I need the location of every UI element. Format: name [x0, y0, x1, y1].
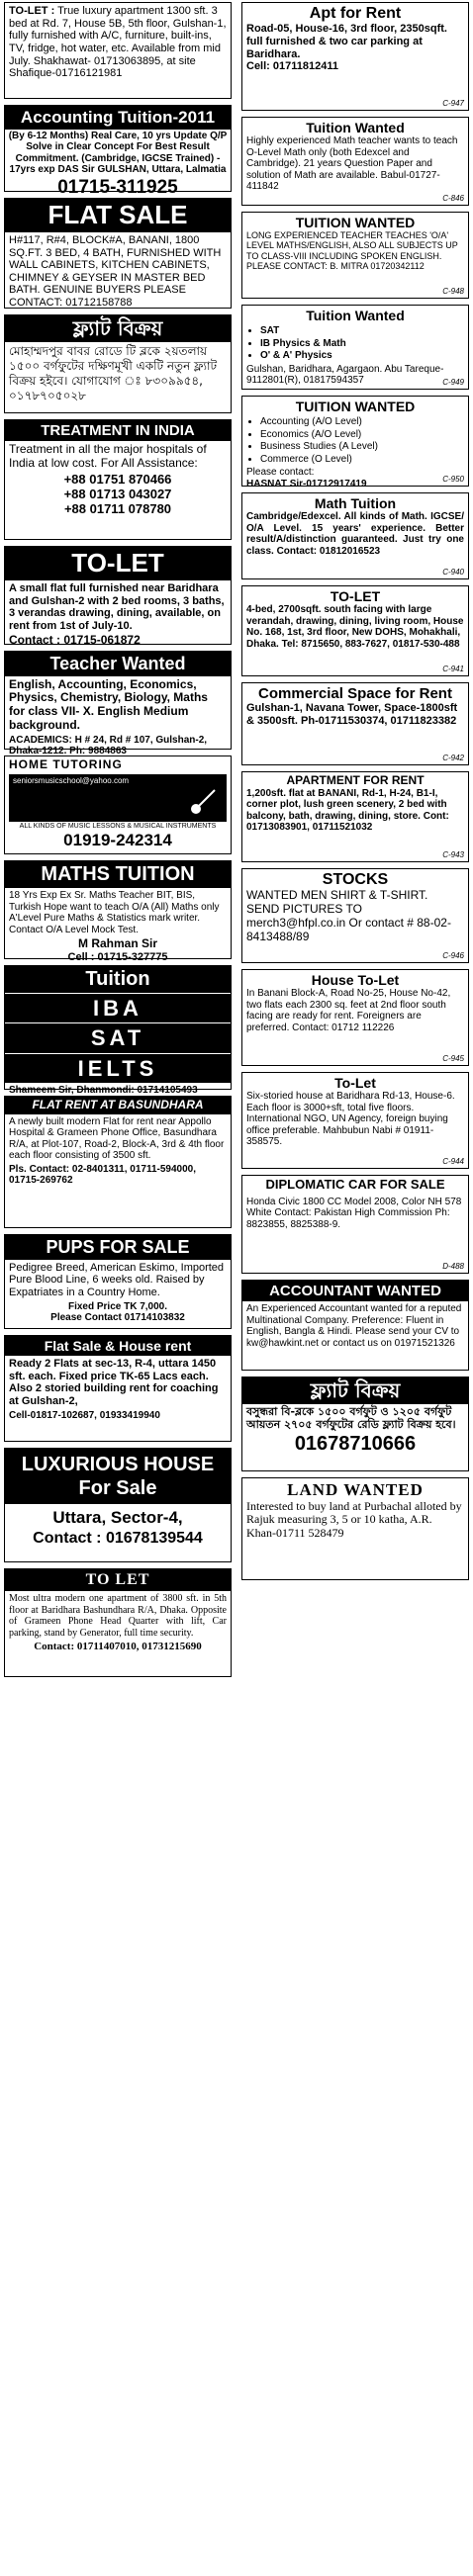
list-item: • Business Studies (A Level)	[260, 441, 464, 453]
ad-contact: HASNAT Sir-01712917419	[246, 478, 367, 489]
ad-text: LONG EXPERIENCED TEACHER TEACHES 'O/A' LEVEL MATHS/ENGLISH, ALSO ALL SUBJECTS UP TO CLASS-VIII INCLUDING SPOKEN ENGLISH. PLEASE CONTACT: B. MITRA 01720342112	[246, 230, 458, 272]
ad-title: Tuition	[5, 966, 231, 993]
ad-code: C-950	[442, 474, 464, 484]
ad-text: English, Accounting, Economics, Physics, Chemistry, Biology, Maths for class VII- X. English Medium background.	[9, 676, 208, 733]
ad-tuition-wanted-mitra	[241, 212, 469, 299]
ad-contact: Contact: 01711407010, 01731215690	[34, 1641, 202, 1653]
ad-title: TREATMENT IN INDIA	[5, 420, 231, 441]
ad-title: TO-LET	[5, 547, 231, 580]
ad-home-tutoring	[4, 755, 232, 854]
ad-title: FLAT SALE	[5, 199, 231, 232]
ad-to-let-baridhara-rd13	[241, 1072, 469, 1169]
list-item: • Economics (A/O Level)	[260, 429, 464, 441]
ad-apt-for-rent	[241, 2, 469, 111]
ad-flat-sale-bangla	[4, 314, 232, 413]
ad-contact: Cell-01817-102687, 01933419940	[9, 1409, 160, 1421]
ad-contact: Contact : 01715-061872	[9, 633, 141, 648]
ad-title: MATHS TUITION	[5, 861, 231, 888]
ad-text: H#117, R#4, BLOCK#A, BANANI, 1800 SQ.FT. 3 BED, 4 BATH, FURNISHED WITH WALL CABINETS, KITCHEN CABINETS, CHIMNEY & GEYSER IN MASTER BED BATH. GENUINE BUYERS PLEASE CONTACT: 01712158788	[9, 233, 222, 310]
ad-to-let-dohs	[241, 585, 469, 676]
ad-tolet-baridhara	[4, 546, 232, 648]
ad-text: Honda Civic 1800 CC Model 2008, Color NH 578 White Contact: Pakistan High Commission Ph: 8823855, 8825388-9.	[246, 1196, 462, 1230]
ad-text: (By 6-12 Months) Real Care, 10 yrs Update Q/P Solve in Clear Concept For Best Result Commitment. (Cambridge, IGCSE Trained) - 17yrs exp DAS Sir GULSHAN, Uttara, Lalmatia	[8, 130, 228, 176]
ad-subject: IBA	[5, 993, 231, 1022]
list-item: • SAT	[260, 325, 464, 337]
ad-text: Gulshan, Baridhara, Agargaon. Abu Tareque-9112801(R), 01817594357	[246, 363, 444, 387]
ad-text: Treatment in all the major hospitals of India at low cost. For All Assistance:	[9, 442, 207, 471]
ad-code: C-947	[442, 98, 464, 108]
ad-text: Cambridge/Edexcel. All kinds of Math. IGCSE/ O/A Level. 15 years' experience. Better result/A/distinction guaranteed. Just try one class. Contact: 01812016523	[246, 511, 464, 557]
ad-code: C-946	[442, 950, 464, 960]
ad-contact: M Rahman Sir	[77, 936, 157, 950]
ad-accounting-tuition	[4, 105, 232, 198]
ad-text: 18 Yrs Exp Ex Sr. Maths Teacher BIT, BIS, Turkish Hope want to teach O/A (All) Maths only A'Level Pure Maths & Statistics mark writer. Contact O/A Level Mock Test.	[9, 890, 220, 935]
ad-phone: Cell : 01715-327775	[67, 950, 168, 963]
ad-code: C-941	[442, 664, 464, 673]
ad-email: seniorsmusicschool@yahoo.com	[13, 775, 130, 785]
ad-phone: +88 01713 043027	[63, 486, 172, 501]
ad-title: House To-Let	[311, 972, 400, 988]
ad-contact: ACADEMICS: H # 24, Rd # 107, Gulshan-2, Dhaka-1212. Ph: 9884863	[9, 734, 208, 757]
ad-apartment-for-rent	[241, 771, 469, 862]
ad-contact: Cell: 01711812411	[246, 60, 338, 73]
ad-text: A newly built modern Flat for rent near Appollo Hospital & Grameen Phone Office, Basundhara R/A, at Plot-107, Road-2, Block-A, 3rd & 4th floor each floor consisting of 3500 sft.	[9, 1115, 225, 1162]
ad-tuition-iba	[4, 965, 232, 1096]
ad-text: Pedigree Breed, American Eskimo, Imported Pure Blood Line, 6 weeks old. Raised by Expatriates in a Country Home.	[9, 1261, 225, 1298]
ad-title: ফ্ল্যাট বিক্রয়	[242, 1377, 468, 1404]
ad-flat-rent-basundhara	[4, 1096, 232, 1228]
ad-phone: +88 01711 078780	[63, 500, 172, 516]
ad-treatment-india	[4, 419, 232, 540]
ad-text: Ready 2 Flats at sec-13, R-4, uttara 1450 sft. each. Fixed price TK-65 Lacs each. Also 2 storied building rent for coaching at Gulshan-2,	[9, 1358, 219, 1408]
ad-title: TUITION WANTED	[295, 215, 416, 230]
ad-luxurious-house	[4, 1448, 232, 1562]
ad-flat-sale-basundhara	[241, 1377, 469, 1471]
ad-text: 1,200sft. flat at BANANI, Rd-1, H-24, B1-I, corner plot, lush green scenery, 2 bed with balcony, bath, drawing, dining, store. Cont: 01713083901, 01711521032	[246, 787, 449, 834]
ad-title: ফ্ল্যাট বিক্রয়	[5, 315, 231, 342]
ad-title: Tuition Wanted	[306, 308, 405, 323]
ad-text: Most ultra modern one apartment of 3800 sft. in 5th floor at Baridhara Bashundhara R/A, Dhaka. Opposite of Grameen Phone Head Quarter with lift, Car parking, stand by Generator, full time security.	[9, 1593, 227, 1639]
ad-text: Please contact:	[246, 467, 315, 479]
ad-text: WANTED MEN SHIRT & T-SHIRT. SEND PICTURES TO merch3@hfpl.co.in Or contact # 88-02-8413488/89	[246, 888, 451, 943]
ad-extra: ALL KINDS OF MUSIC LESSONS & MUSICAL INSTRUMENTS	[19, 822, 217, 830]
guitar-icon	[189, 786, 219, 816]
ad-extra: Fixed Price TK 7,000.	[67, 1300, 168, 1312]
ad-accountant-wanted	[241, 1280, 469, 1371]
list-item: • IB Physics & Math	[260, 338, 464, 350]
ad-title: HOME TUTORING	[9, 757, 123, 771]
list-item: • Commerce (O Level)	[260, 454, 464, 466]
ad-code: C-949	[442, 377, 464, 387]
ad-code: D-488	[442, 1261, 464, 1271]
ad-title: Math Tuition	[314, 495, 397, 511]
ad-title: ACCOUNTANT WANTED	[242, 1281, 468, 1301]
ad-title: TUITION WANTED	[295, 399, 416, 414]
ad-stocks	[241, 868, 469, 963]
ad-text: বসুন্ধরা বি-ব্লকে ১৫০০ বর্গফুট ও ১২০৫ বর্গফুট আয়তন ২৭০৫ বর্গফুটের রেডি ফ্ল্যাট বিক্রয় হবে।	[246, 1405, 456, 1431]
ad-tuition-wanted-hasnat	[241, 396, 469, 487]
ad-teacher-wanted	[4, 651, 232, 757]
ad-title: Accounting Tuition-2011	[5, 106, 231, 130]
ad-code: C-846	[442, 193, 464, 203]
ad-title: TO-LET :	[9, 5, 55, 17]
ad-subject: IELTS	[5, 1053, 231, 1083]
ad-contact: Pls. Contact: 02-8401311, 01711-594000, 01715-269762	[9, 1163, 197, 1187]
ad-text: মোহাম্মদপুর বাবর রোডে টি ব্লকে ২য়তলায় ১৫০০ বর্গফুটের দক্ষিণমূখী একটি নতুন ফ্ল্যাট বিক্রয় হইবে। যোগাযোগ ঃ ৮৩০৯৯৫৪, ০১৭৮৭০৫০২৮	[9, 344, 217, 402]
ad-code: C-940	[442, 567, 464, 577]
ad-phone: 01715-311925	[57, 176, 178, 198]
ad-text: Interested to buy land at Purbachal alloted by Rajuk measuring 3, 5 or 10 katha, A.R. Khan-01711 528479	[246, 1498, 462, 1541]
ad-graphic	[9, 774, 227, 822]
ad-title: TO LET	[5, 1569, 231, 1591]
ad-text: Six-storied house at Baridhara Rd-13, House-6. Each floor is 3000+sft, total five floors. International NGO, UN Agency, foreign buying office preferable. Mahbubun Nabi # 01911-358575.	[246, 1091, 455, 1148]
ad-title: PUPS FOR SALE	[5, 1235, 231, 1260]
ad-text: 4-bed, 2700sqft. south facing with large verandah, drawing, dining, living room, House No. 168, 1st, 3rd floor, New DOHS, Mohakhali, Dhaka. Tel: 8715650, 883-7627, 01817-530-488	[246, 604, 464, 650]
ad-text: A small flat full furnished near Baridhara and Gulshan-2 with 2 bed rooms, 3 baths, 3 verandas drawing, dining, available, on rent from 1st of July-10.	[9, 581, 225, 632]
ad-flat-sale-house-rent	[4, 1335, 232, 1442]
ad-title: LAND WANTED	[287, 1480, 424, 1499]
ad-tuition-wanted-math	[241, 117, 469, 206]
ad-code: C-942	[442, 753, 464, 762]
ad-code: C-944	[442, 1156, 464, 1166]
ad-land-wanted	[241, 1477, 469, 1580]
ad-phone: 01678710666	[294, 1433, 417, 1456]
ad-tolet-gulshan	[4, 2, 232, 99]
ad-text: In Banani Block-A, Road No-25, House No-42, two flats each 2300 sq. feet at 2nd floor south facing are ready for rent. Foreigners are preferred. Contact: 01712 112226	[246, 988, 451, 1033]
ad-title: LUXURIOUS HOUSE For Sale	[5, 1449, 231, 1504]
ad-text: True luxury apartment 1300 sft. 3 bed at Rd. 7, House 5B, 5th floor, Gulshan-1, fully furnished with A/C, furniture, built-ins, TV, fridge, hot water, etc. Available from mid July. Shakhawat- 01713063895, at site Shafique-01716121981	[9, 5, 227, 80]
ad-code: C-945	[442, 1053, 464, 1063]
ad-list	[260, 325, 464, 362]
ad-list	[260, 416, 464, 465]
ad-text: An Experienced Accountant wanted for a reputed Multinational Company. Preference: Fluent in English, Bangla & Hindi. Please send your CV to kw@hawkint.net or contact us on 01971521326	[246, 1303, 462, 1349]
ad-math-tuition	[241, 492, 469, 579]
ad-contact: Shameem Sir, Dhanmondi: 01714105493	[9, 1084, 198, 1096]
ad-contact: Please Contact 01714103832	[50, 1312, 185, 1324]
ad-to-let-basundhara	[4, 1568, 232, 1677]
ad-title: DIPLOMATIC CAR FOR SALE	[265, 1177, 445, 1192]
ad-title: Flat Sale & House rent	[5, 1336, 231, 1356]
ad-contact: Contact : 01678139544	[33, 1529, 203, 1547]
ad-phone: +88 01751 870466	[63, 471, 172, 487]
ad-pups-for-sale	[4, 1234, 232, 1329]
ad-flat-sale-banani	[4, 198, 232, 309]
ad-diplomatic-car	[241, 1175, 469, 1274]
list-item: • O' & A' Physics	[260, 350, 464, 362]
ad-title: Teacher Wanted	[5, 652, 231, 676]
ad-phone: 01919-242314	[63, 830, 172, 849]
ad-title: APARTMENT FOR RENT	[286, 773, 425, 787]
ad-text: Uttara, Sector-4,	[52, 1508, 183, 1527]
ad-tuition-wanted-sat	[241, 305, 469, 390]
ad-title: Apt for Rent	[309, 5, 402, 22]
ad-title: STOCKS	[322, 871, 389, 888]
ad-title: Tuition Wanted	[306, 120, 405, 135]
ad-subject: SAT	[5, 1022, 231, 1052]
list-item: • Accounting (A/O Level)	[260, 416, 464, 428]
ad-house-to-let	[241, 969, 469, 1066]
ad-title: TO-LET	[330, 588, 381, 604]
ad-commercial-space	[241, 682, 469, 765]
ad-text: Highly experienced Math teacher wants to teach O-Level Math only (both Edexcel and Cambridge). 21 years Question Paper and solution of Math are available. Babul-01727-411842	[246, 135, 458, 193]
ad-title: To-Let	[334, 1075, 376, 1091]
ad-title: Commercial Space for Rent	[258, 685, 452, 702]
ad-text: Road-05, House-16, 3rd floor, 2350sqft. full furnished & two car parking at Baridhara.	[246, 23, 447, 60]
ad-code: C-948	[442, 286, 464, 296]
ad-title: FLAT RENT AT BASUNDHARA	[5, 1097, 231, 1114]
ad-text: Gulshan-1, Navana Tower, Space-1800sft & 3500sft. Ph-01711530374, 01711823382	[246, 702, 458, 727]
ad-code: C-943	[442, 849, 464, 859]
ad-maths-tuition	[4, 860, 232, 963]
